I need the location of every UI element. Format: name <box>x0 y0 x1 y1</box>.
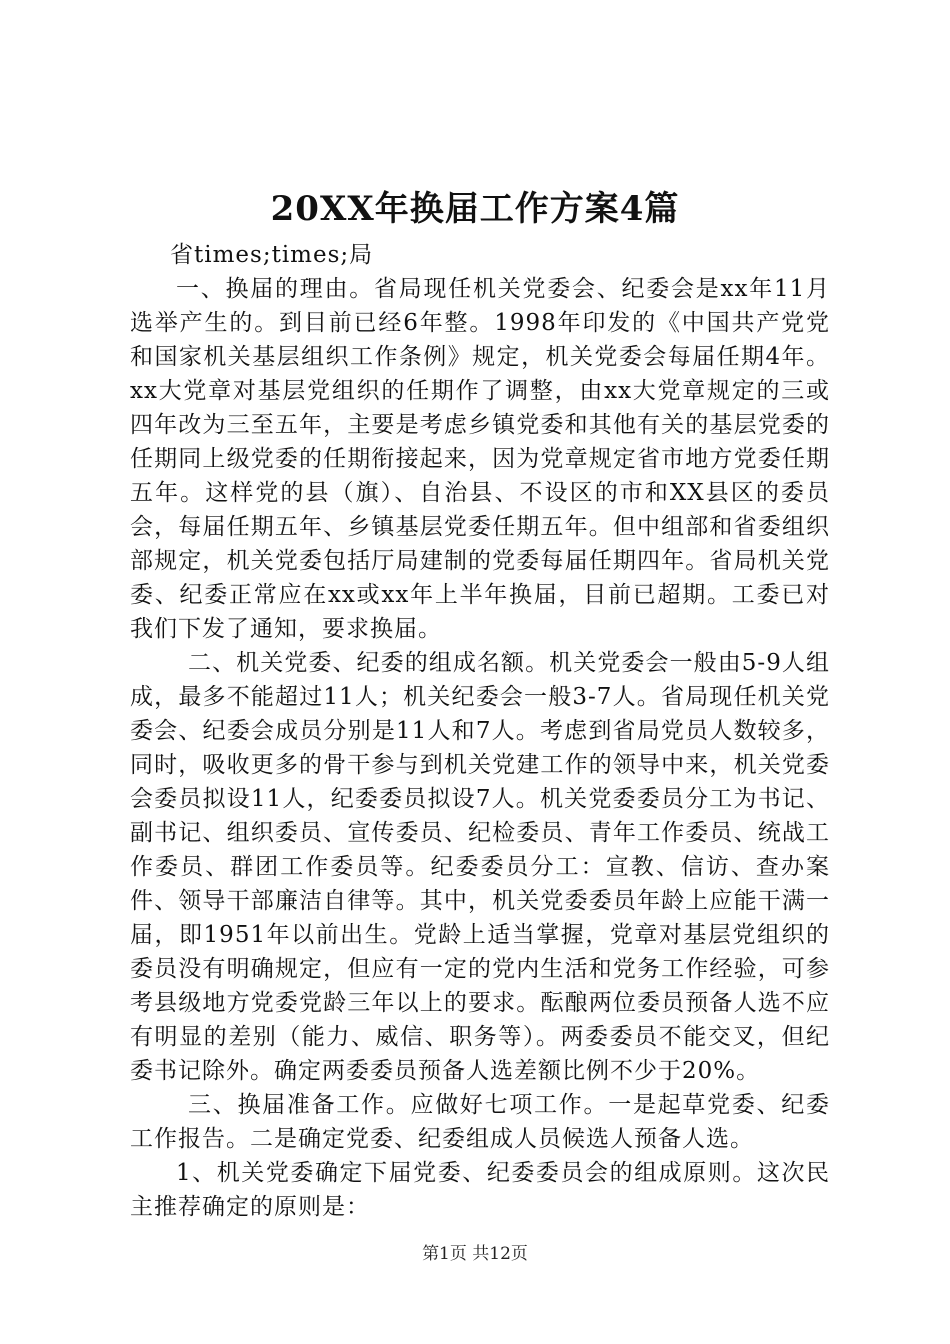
paragraph-1: 一、换届的理由。省局现任机关党委会、纪委会是xx年11月选举产生的。到目前已经6年整。1998年印发的《中国共产党党和国家机关基层组织工作条例》规定，机关党委会每届任期4年。xx大党章对基层党组织的任期作了调整，由xx大党章规定的三或四年改为三至五年，主要是考虑乡镇党委和其他有关的基层党委的任期同上级党委的任期衔接起来，因为党章规定省市地方党委任期五年。这样党的县（旗）、自治县、不设区的市和XX县区的委员会，每届任期五年、乡镇基层党委任期五年。但中组部和省委组织部规定，机关党委包括厅局建制的党委每届任期四年。省局机关党委、纪委正常应在xx或xx年上半年换届，目前已超期。工委已对我们下发了通知，要求换届。 <box>130 276 830 642</box>
document-subheading: 省times;times;局 <box>170 242 374 268</box>
document-title: 20XX年换届工作方案4篇 <box>270 189 680 229</box>
page-indicator: 第1页 共12页 <box>422 1244 528 1264</box>
paragraph-2: 二、机关党委、纪委的组成名额。机关党委会一般由5-9人组成，最多不能超过11人；机关纪委会一般3-7人。省局现任机关党委会、纪委会成员分别是11人和7人。考虑到省局党员人数较多，同时，吸收更多的骨干参与到机关党建工作的领导中来，机关党委会委员拟设11人，纪委委员拟设7人。机关党委委员分工为书记、副书记、组织委员、宣传委员、纪检委员、青年工作委员、统战工作委员、群团工作委员等。纪委委员分工：宣教、信访、查办案件、领导干部廉洁自律等。其中，机关党委委员年龄上应能干满一届，即1951年以前出生。党龄上适当掌握，党章对基层党组织的委员没有明确规定，但应有一定的党内生活和党务工作经验，可参考县级地方党委党龄三年以上的要求。酝酿两位委员预备人选不应有明显的差别（能力、威信、职务等）。两委委员不能交叉，但纪委书记除外。确定两委委员预备人选差额比例不少于20%。 <box>130 650 830 1084</box>
paragraph-4: 1、机关党委确定下届党委、纪委委员会的组成原则。这次民主推荐确定的原则是： <box>130 1160 830 1220</box>
paragraph-3: 三、换届准备工作。应做好七项工作。一是起草党委、纪委工作报告。二是确定党委、纪委组成人员候选人预备人选。 <box>130 1092 830 1152</box>
document-body <box>130 238 830 1224</box>
